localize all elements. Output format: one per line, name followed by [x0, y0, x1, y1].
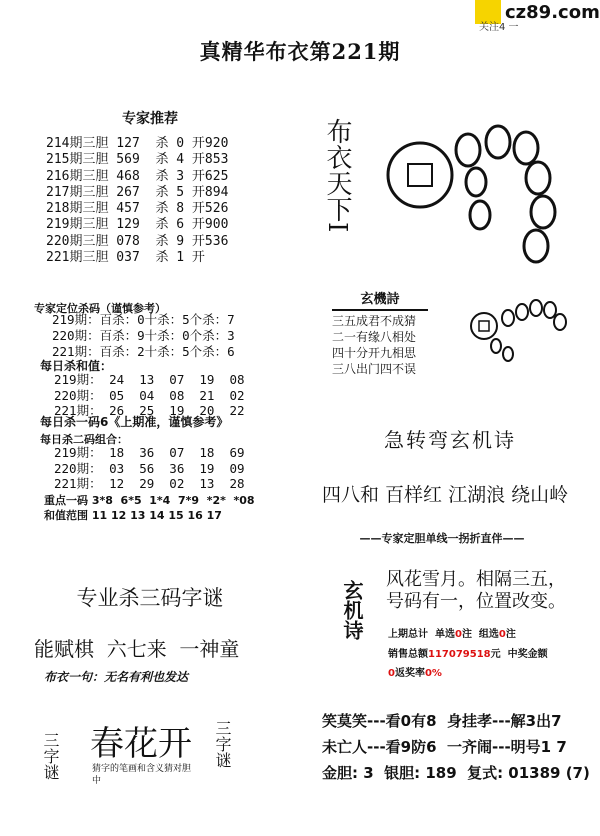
- chain-link: [514, 132, 538, 164]
- dingwei-title: 专家定位杀码（谨慎参考）: [34, 302, 166, 315]
- expert-title: 专家推荐: [122, 111, 178, 127]
- stats-label: 销售总额: [388, 649, 428, 660]
- chain-link: [526, 162, 550, 194]
- stats-line-1: [388, 625, 516, 640]
- buyi-sentence: 布衣一句：无名有利也发达: [44, 670, 189, 684]
- hezhi-range-line: 和值范围 11 12 13 14 15 16 17: [44, 509, 222, 522]
- hezhi-table: [54, 372, 245, 419]
- fenghua-poem: [386, 569, 566, 613]
- expert-row: 216期三胆 468 杀 3 开625: [46, 168, 229, 184]
- site-url[interactable]: cz89.com: [505, 2, 600, 23]
- dingwei-row: 219期：百杀：0十杀：5个杀：7: [52, 312, 235, 327]
- stats-value: 0: [388, 668, 395, 679]
- chain-link: [502, 310, 514, 326]
- watch-label: 关注4 一: [479, 22, 519, 33]
- zimi-line: 能赋棋 六七来 一神童: [34, 637, 240, 661]
- riddle-line: 未亡人---看9防6 一齐闹---明号1 7: [322, 738, 567, 756]
- dingwei-row: 220期：百杀：9十杀：0个杀：3: [52, 328, 235, 344]
- chain-link: [503, 347, 513, 361]
- xuanji-line: 三五成君不成猜: [332, 314, 417, 328]
- stats-line-3: [388, 664, 442, 679]
- stats-value: 0%: [424, 668, 442, 679]
- riddle-line: 笑莫笑---看0有8 身挂孝---解3出7: [322, 712, 562, 730]
- riddle-block: [322, 708, 590, 786]
- hezhi-row: 220期： 05 04 08 21 02: [54, 387, 245, 403]
- fenghua-line: 风花雪月。相隔三五，: [386, 569, 566, 590]
- stats-value: 0: [498, 629, 506, 640]
- stats-value: 117079518: [428, 649, 491, 660]
- chunhua-hint: 猜字的笔画和含义猜对胆中: [92, 764, 192, 786]
- chain-link: [456, 134, 480, 166]
- coin-ellipse: [388, 143, 452, 207]
- stats-label: 返奖率: [394, 668, 425, 679]
- coin-circle: [471, 313, 497, 339]
- danxian-heading: ——专家定胆单线一拐折直伴——: [359, 532, 525, 545]
- stats-label: 注: [505, 629, 516, 640]
- chunhua-text: 春花开: [90, 724, 192, 764]
- ermazuhe-row: 220期： 03 56 36 19 09: [54, 460, 245, 476]
- chain-link: [524, 230, 548, 262]
- xuanji-box: [332, 288, 428, 377]
- xuanji-heading: 玄機詩: [332, 288, 428, 311]
- ermazuhe-row: 221期： 12 29 02 13 28: [54, 476, 245, 492]
- stats-line-2: [388, 645, 548, 660]
- xuanjishi-vertical: 玄机诗: [340, 580, 364, 640]
- ermazuhe-row: 219期： 18 36 07 18 69: [54, 445, 245, 460]
- jizhuan-title: 急转弯玄机诗: [384, 428, 516, 452]
- coin-hole: [479, 321, 489, 331]
- coin-hole: [408, 164, 432, 186]
- chain-link: [466, 168, 486, 196]
- hezhi-title: 每日杀和值：: [40, 359, 113, 373]
- chain-link: [470, 201, 490, 229]
- coin-chain-illustration: [368, 120, 568, 270]
- chain-link: [554, 314, 566, 330]
- chain-link: [516, 304, 528, 320]
- stats-value: 0: [454, 629, 462, 640]
- small-coin-chain-illustration: [462, 284, 572, 364]
- riddle-line: 金胆: 3 银胆: 189 复式: 01389 (7): [322, 764, 590, 782]
- yima-title: 每日杀一码6《上期准，谨慎参考》: [40, 415, 229, 429]
- stats-label: 元 中奖金额: [490, 649, 548, 660]
- ermazuhe-title: 每日杀二码组合：: [40, 433, 128, 446]
- expert-row: 221期三胆 037 杀 1 开: [46, 250, 205, 266]
- expert-row: 217期三胆 267 杀 5 开894: [46, 184, 229, 200]
- expert-row: 219期三胆 129 杀 6 开900: [46, 217, 229, 233]
- site-badge[interactable]: [475, 0, 600, 34]
- expert-row: 220期三胆 078 杀 9 开536: [46, 233, 229, 249]
- xuanji-line: 四十分开九相思: [332, 346, 417, 360]
- xuanji-line: 三八出门四不误: [332, 362, 417, 376]
- ermazuhe-table: [54, 445, 245, 492]
- expert-row: 215期三胆 569 杀 4 开853: [46, 152, 229, 168]
- hezhi-row: 221期： 26 25 19 20 22: [54, 403, 245, 419]
- chain-link: [531, 196, 555, 228]
- hezhi-row: 219期： 24 13 07 19 08: [54, 372, 245, 387]
- chain-link: [491, 339, 501, 353]
- expert-row: 218期三胆 457 杀 8 开526: [46, 201, 229, 217]
- chain-link: [530, 300, 542, 316]
- stats-label: 注 组选: [461, 629, 499, 640]
- chain-link: [544, 302, 556, 318]
- expert-table: [46, 136, 228, 266]
- sanzimi-label-right: 三字谜: [213, 720, 232, 768]
- chain-link: [486, 126, 510, 158]
- zhongdian-line: 重点一码 3*8 6*5 1*4 7*9 *2* *08: [44, 494, 255, 507]
- page-title: 真精华布衣第221期: [199, 39, 401, 64]
- fenghua-line: 号码有一，位置改变。: [386, 591, 566, 612]
- buyi-vertical-title: 布衣天下I: [322, 118, 352, 233]
- poem-line: 四八和 百样红 江湖浪 绕山岭: [322, 484, 569, 506]
- dingwei-table: [52, 312, 235, 361]
- dingwei-row: 221期：百杀：2十杀：5个杀：6: [52, 344, 235, 360]
- zimi-title: 专业杀三码字谜: [76, 586, 224, 610]
- xuanji-line: 二一有缘八相处: [332, 330, 417, 344]
- stats-label: 上期总计 单选: [388, 629, 455, 640]
- sanzimi-label-left: 三字谜: [41, 732, 60, 780]
- expert-row: 214期三胆 127 杀 0 开920: [46, 136, 229, 151]
